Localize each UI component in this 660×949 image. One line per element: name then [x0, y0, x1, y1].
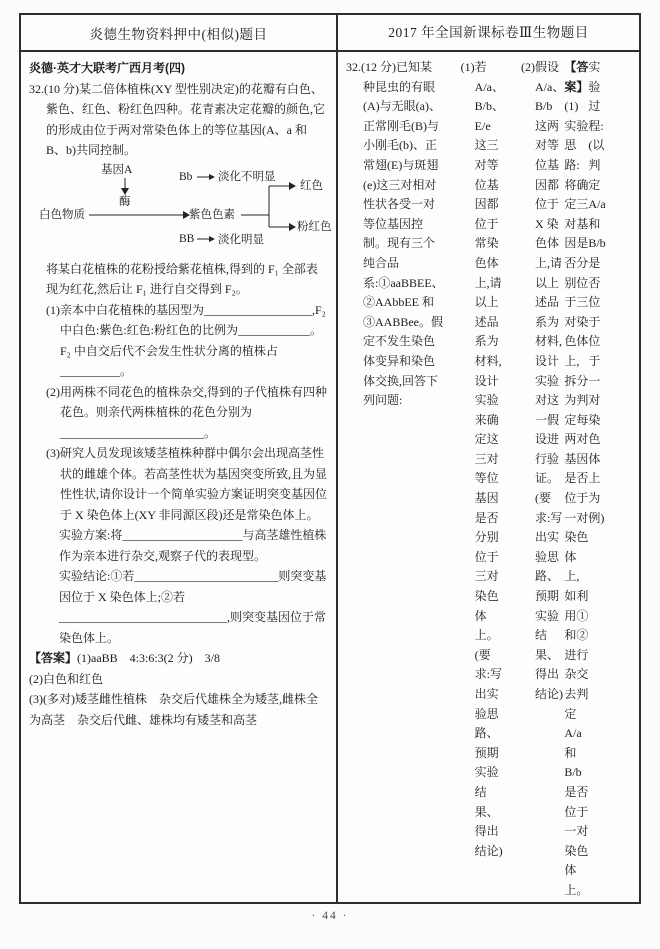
right-a1-idea: (1)实验思路:将确定三对基因是否分别位于三对染色体上,拆分为判定每两对基因是否位于一对染色体上,如利用①和②进行杂交去判定 A/a 和 B/b 是否位于一对染色体上。	[564, 99, 589, 897]
bb-homo-label: BB	[179, 232, 195, 245]
flower-color-pathway-diagram	[37, 163, 332, 256]
left-question-intro: 32.(10 分)某二倍体植株(XY 型性别决定)的花瓣有白色、紫色、红色、粉红色四种。花青素决定花瓣的颜色,它的形成由位于两对常染色体上的等位基因(A、a 和 B、b)共同控制。	[29, 81, 326, 157]
fade-strong-label: 淡化明显	[218, 233, 264, 246]
right-question-intro: 32.(12 分)已知某种昆虫的有眼(A)与无眼(a)、正常刚毛(B)与小刚毛(b)、正常翅(E)与斑翅(e)这三对相对性状各受一对等位基因控制。现有三个纯合品系:①aaBBEE、②AAbbEE 和③AABBee。假定不发生染色体变异和染色体交换,回答下列问题:	[346, 60, 444, 408]
left-experiment-conclusion: 实验结论:①若________________________则突变基因位于 X 染色体上;②若____________________________,则突变基因位于常染色体上。	[59, 569, 327, 645]
right-answer-idea-1	[564, 58, 588, 902]
left-answer-line-1	[29, 648, 328, 669]
left-cross-description: 将某白花植株的花粉授给紫花植株,得到的 F₁ 全部表现为红花,然后让 F₁ 进行自交得到 F₂。	[46, 261, 318, 296]
exam-source-title: 炎德·英才大联考广西月考(四)	[29, 61, 185, 75]
left-sub-question-2: (2)用两株不同花色的植株杂交,得到的子代植株有四种花色。则亲代两株植株的花色分别为________________________。	[46, 384, 327, 440]
comparison-table	[19, 13, 641, 904]
left-sub-question-3: (3)研究人员发现该矮茎植株种群中偶尔会出现高茎性状的雌雄个体。若高茎性状为基因突变所致,且为显性性状,请你设计一个简单实验方案证明突变基因位于 X 染色体上(XY 非同源区段)还是常染色体上。	[46, 446, 328, 522]
fade-light-label: 淡化不明显	[218, 170, 276, 183]
red-label: 红色	[300, 179, 323, 192]
left-answer-2: (2)白色和红色	[29, 671, 103, 686]
right-answer-label: 【答案】	[564, 60, 589, 94]
left-column	[21, 52, 338, 902]
left-answer-1: (1)aaBB 4:3:6:3(2 分) 3/8	[77, 651, 220, 665]
table-header-row	[21, 15, 639, 52]
right-a1-process: 实验过程:(以判定 A/a 和 B/b 是否位于位于一对染色体上为例)	[588, 60, 606, 525]
pink-label: 粉红色	[297, 220, 332, 233]
header-left-title: 炎德生物资料押中(相似)题目	[21, 15, 338, 50]
left-answer-3: (3)(多对)矮茎雌性植株 杂交后代雄株全为矮茎,雌株全为高茎 杂交后代雌、雄株均有矮茎和高茎	[29, 692, 318, 727]
page-number: · 44 ·	[311, 910, 349, 922]
left-answer-label: 【答案】	[29, 651, 78, 665]
left-experiment-plan: 实验方案:将____________________与高茎雄性植株作为亲本进行杂交,观察子代的表现型。	[59, 528, 327, 563]
bb-hetero-label: Bb	[179, 170, 193, 183]
gene-a-label: 基因A	[101, 163, 133, 176]
left-sub-question-1: (1)亲本中白花植株的基因型为__________________,F₂ 中白色:紫色:红色:粉红色的比例为____________。F₂ 中自交后代不会发生性状分离的植株占__________。	[46, 302, 326, 378]
table-body-row	[21, 52, 639, 902]
white-substance-label: 白色物质	[39, 208, 85, 221]
right-sub-question-2: (2)假设 A/a、B/b 这两对等位基因都位于 X 染色体上,请以上述品系为材料,设计实验对这一假设进行验证。(要求:写出实验思路、预期实验结果、得出结论)	[521, 60, 565, 701]
right-column	[338, 52, 639, 902]
right-sub-question-1: (1)若 A/a、B/b、E/e 这三对等位基因都位于常染色体上,请以上述品系为材料,设计实验来确定这三对等位基因是否分别位于三对染色体上。(要求:写出实验思路、预期实验结果、得出结论)	[460, 60, 504, 858]
enzyme-label: 酶	[119, 195, 131, 208]
purple-pigment-label: 紫色色素	[189, 208, 235, 221]
header-right-title: 2017 年全国新课标卷Ⅲ生物题目	[388, 24, 589, 40]
